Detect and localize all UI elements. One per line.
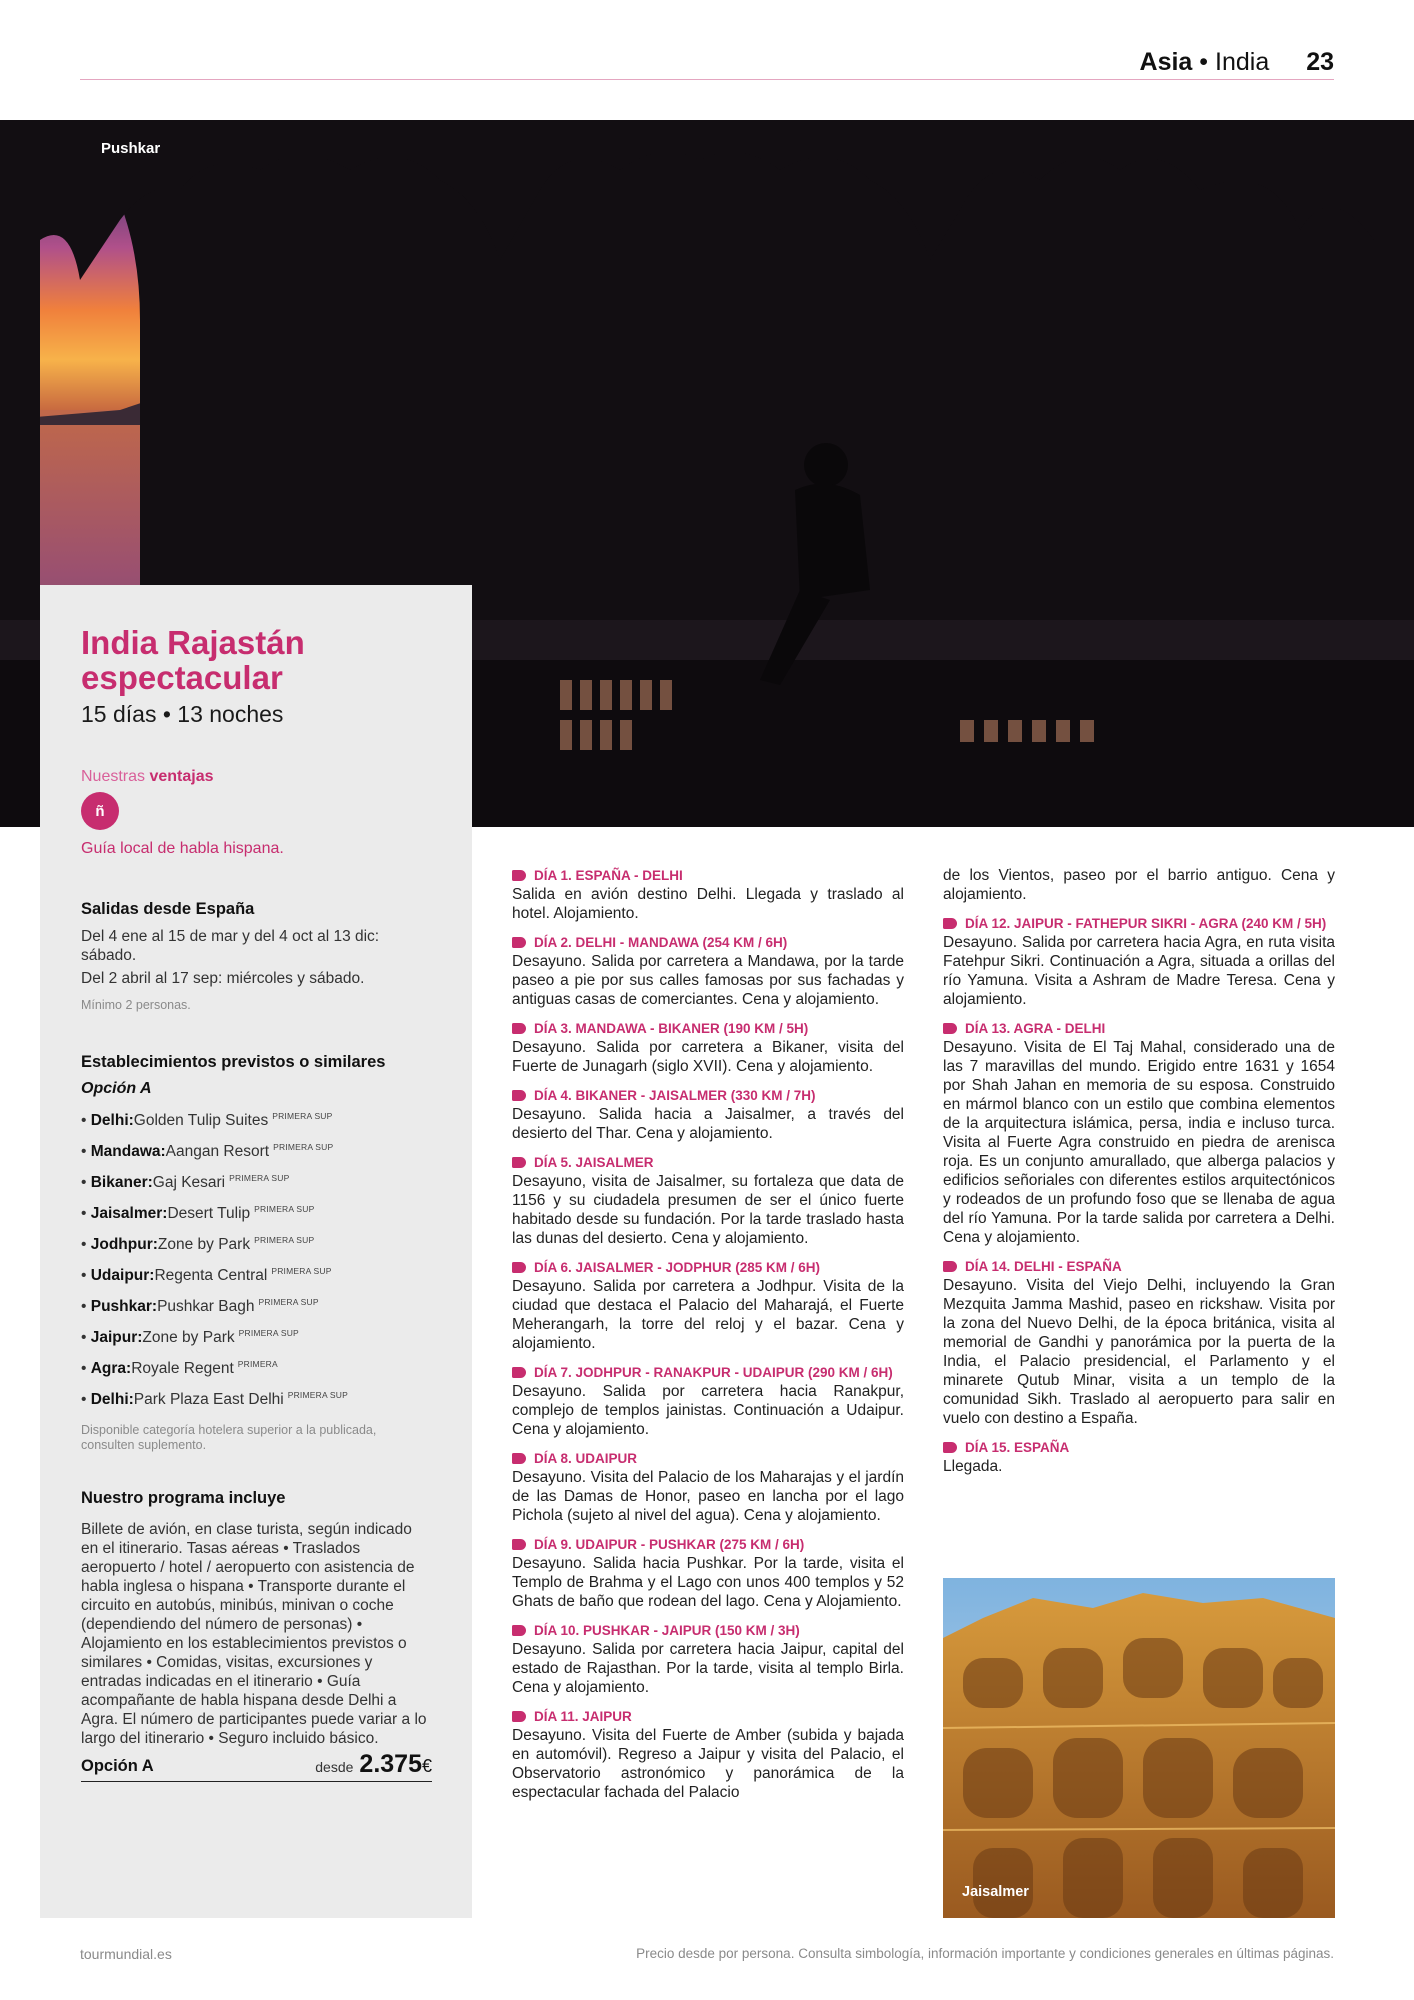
departures-line-2: Del 2 abril al 17 sep: miércoles y sábado.: [81, 970, 365, 987]
hotel-list: [81, 1103, 432, 1413]
hotel-name: Gaj Kesari: [152, 1174, 226, 1191]
hotel-name: Regenta Central: [154, 1267, 268, 1284]
hotel-city: Bikaner:: [90, 1174, 153, 1191]
hotels-section: [81, 1053, 432, 1453]
hotel-category: PRIMERA SUP: [272, 1111, 333, 1121]
itinerary-day: [512, 1258, 904, 1353]
hotel-category: PRIMERA: [237, 1359, 278, 1369]
itinerary-day-text: Salida en avión destino Delhi. Llegada y traslado al hotel. Alojamiento.: [512, 886, 904, 922]
jaisalmer-photo-caption: Jaisalmer: [962, 1884, 1029, 1900]
includes-title: Nuestro programa incluye: [81, 1489, 286, 1507]
hotel-item: • Jodhpur:Zone by Park $^{PRIMERA SUP}$: [81, 1235, 315, 1253]
hotel-name: Desert Tulip: [167, 1205, 251, 1222]
hotel-item: • Jaisalmer:Desert Tulip $^{PRIMERA SUP}$: [81, 1204, 315, 1222]
itinerary-day: [512, 1621, 904, 1697]
itinerary-day-text: Desayuno. Visita del Palacio de los Maharajas y el jardín de las Damas de Honor, paseo en lancha por el lago Pichola (sujeto al nivel del agua). Cena y alojamiento.: [512, 1469, 904, 1524]
departures-line-1: Del 4 ene al 15 de mar y del 4 oct al 13 dic: sábado.: [81, 928, 380, 964]
hotel-city: Jaisalmer:: [90, 1205, 168, 1222]
hotel-category: PRIMERA SUP: [254, 1235, 315, 1245]
price-amount: 2.375: [359, 1750, 422, 1778]
itinerary-day-title: DÍA 10. PUSHKAR - JAIPUR (150 KM / 3H): [512, 1621, 904, 1640]
hotel-item: • Mandawa:Aangan Resort $^{PRIMERA SUP}$: [81, 1142, 334, 1160]
price-value: [315, 1750, 432, 1779]
hotel-name: Golden Tulip Suites: [133, 1112, 269, 1129]
trip-sidebar: [40, 585, 472, 1918]
itinerary-day-title: DÍA 15. ESPAÑA: [943, 1438, 1335, 1457]
hotel-city: Jaipur:: [90, 1329, 143, 1346]
price-row: [81, 1752, 432, 1782]
itinerary-day-text: Desayuno. Salida por carretera hacia Agra, en ruta visita Fatehpur Sikri. Continuación a Agra, situada a orillas del río Yamuna. Visita a Ashram de Madre Teresa. Cena y alojamiento.: [943, 934, 1335, 1008]
hotel-name: Pushkar Bagh: [157, 1298, 255, 1315]
header-separator: •: [1199, 48, 1209, 76]
itinerary-day-title: DÍA 11. JAIPUR: [512, 1707, 904, 1726]
hotel-category: PRIMERA SUP: [254, 1204, 315, 1214]
itinerary-day: [512, 1363, 904, 1439]
itinerary-day: [512, 1449, 904, 1525]
hero-photo-caption: Pushkar: [101, 140, 161, 157]
hotel-city: Udaipur:: [90, 1267, 155, 1284]
itinerary-day-title: DÍA 3. MANDAWA - BIKANER (190 KM / 5H): [512, 1019, 904, 1038]
hotel-name: Aangan Resort: [165, 1143, 270, 1160]
itinerary-day-title: DÍA 5. JAISALMER: [512, 1153, 904, 1172]
hotel-category: PRIMERA SUP: [258, 1297, 319, 1307]
region-label: Asia: [1139, 48, 1193, 76]
itinerary-day-text: Desayuno. Salida por carretera a Jodhpur. Visita de la ciudad que destaca el Palacio del Maharajá, el Fuerte Meherangarh, la torre del reloj y el bazar. Cena y alojamiento.: [512, 1278, 904, 1352]
advantages-label: [81, 768, 432, 786]
hotel-category: PRIMERA SUP: [273, 1142, 334, 1152]
itinerary-day: [512, 933, 904, 1009]
hotel-name: Zone by Park: [142, 1329, 235, 1346]
itinerary-day-text: Desayuno. Visita del Fuerte de Amber (subida y bajada en automóvil). Regreso a Jaipur y visita del Palacio, el Observatorio astronómico y panorámica de la espectacular fachada del Palacio: [512, 1727, 904, 1801]
price-desde: desde: [315, 1759, 354, 1775]
footer-note: Precio desde por persona. Consulta simbología, información importante y condiciones generales en últimas páginas.: [636, 1946, 1334, 1961]
hotel-city: Pushkar:: [90, 1298, 158, 1315]
page-number: 23: [1306, 48, 1334, 76]
advantage-text: Guía local de habla hispana.: [81, 840, 284, 857]
advantages-label-prefix: Nuestras: [81, 768, 146, 785]
itinerary-day: [512, 1707, 904, 1802]
hotel-category: PRIMERA SUP: [229, 1173, 290, 1183]
itinerary-day: [943, 914, 1335, 1009]
hotels-title: Establecimientos previstos o similares: [81, 1053, 386, 1071]
itinerary-day-text: Desayuno. Salida hacia Pushkar. Por la tarde, visita el Templo de Brahma y el Lago con unos 400 templos y 52 Ghats de baño que rodean del lago. Cena y Alojamiento.: [512, 1555, 904, 1610]
country-label: India: [1215, 48, 1270, 76]
includes-section: [81, 1489, 432, 1748]
itinerary-day-title: DÍA 7. JODHPUR - RANAKPUR - UDAIPUR (290 KM / 6H): [512, 1363, 904, 1382]
hotel-category: PRIMERA SUP: [287, 1390, 349, 1400]
itinerary-day-text: Desayuno, visita de Jaisalmer, su fortaleza que data de 1156 y su ciudadela presumen de ser el único fuerte habitado desde su fundación. Por la tarde traslado hasta las dunas del desierto. Cena y alojamiento.: [512, 1173, 904, 1247]
itinerary-day-text: Desayuno. Visita de El Taj Mahal, considerado una de las 7 maravillas del mundo. Erigido entre 1631 y 1654 por Shah Jahan en memoria de su esposa. Construido en mármol blanco con un estilo que combina elementos de la arquitectura islámica, persa, india e incluso turca. Visita al Fuerte Agra construido en piedra de arenisca roja. Es un conjunto amurallado, que alberga palacios y edificios señoriales con diferentes estilos arquitectónicos y rodeados de un profundo foso que se llenaba de agua del río Yamuna. Por la tarde salida por carretera a Delhi. Cena y alojamiento.: [943, 1039, 1335, 1246]
section-heading: [1140, 48, 1334, 77]
trip-duration: 15 días • 13 noches: [81, 701, 284, 727]
itinerary-day: [512, 866, 904, 923]
itinerary-day-title: DÍA 8. UDAIPUR: [512, 1449, 904, 1468]
itinerary-day-text: Desayuno. Salida hacia a Jaisalmer, a través del desierto del Thar. Cena y alojamiento.: [512, 1106, 904, 1142]
itinerary-day-title: DÍA 1. ESPAÑA - DELHI: [512, 866, 904, 885]
itinerary-day-title: DÍA 4. BIKANER - JAISALMER (330 KM / 7H): [512, 1086, 904, 1105]
hotel-item: • Agra:Royale Regent $^{PRIMERA}$: [81, 1359, 278, 1377]
hotel-category: PRIMERA SUP: [238, 1328, 299, 1338]
includes-text: Billete de avión, en clase turista, según indicado en el itinerario. Tasas aéreas • Traslados aeropuerto / hotel / aeropuerto con asistencia de habla inglesa o hispana • Transporte durante el circuito en autobús, minibús, minivan o coche (dependiendo del número de personas) • Alojamiento en los establecimientos previstos o similares • Comidas, visitas, excursiones y entradas indicadas en el itinerario • Guía acompañante de habla hispana desde Delhi a Agra. El número de participantes puede variar a lo largo del itinerario • Seguro incluido básico.: [81, 1521, 427, 1747]
jaisalmer-facade-image: [943, 1578, 1335, 1918]
departures-section: [81, 900, 432, 1013]
hotel-name: Park Plaza East Delhi: [133, 1391, 284, 1408]
itinerary-day-text: Desayuno. Visita del Viejo Delhi, incluyendo la Gran Mezquita Jamma Mashid, paseo en rickshaw. Visita por la zona del Nuevo Delhi, de la época británica, visita al memorial de Gandhi y panorámica por la puerta de la India, el Palacio presidencial, el Parlamento y el minarete Qutub Minar, visita a un templo de la comunidad Sikh. Traslado al aeropuerto para salir en vuelo con destino a España.: [943, 1277, 1335, 1427]
page-header: [80, 44, 1334, 80]
itinerary-day-text: Desayuno. Salida por carretera a Bikaner, visita del Fuerte de Junagarh (siglo XVII). Cena y alojamiento.: [512, 1039, 904, 1075]
itinerary-day-title: DÍA 12. JAIPUR - FATHEPUR SIKRI - AGRA (240 KM / 5H): [943, 914, 1335, 933]
itinerary-day: [512, 1019, 904, 1076]
jaisalmer-photo: [943, 1578, 1335, 1918]
hotels-note: Disponible categoría hotelera superior a la publicada, consulten suplemento.: [81, 1423, 377, 1452]
hotel-item: • Delhi:Golden Tulip Suites $^{PRIMERA SUP}$: [81, 1111, 333, 1129]
hotel-item: • Bikaner:Gaj Kesari $^{PRIMERA SUP}$: [81, 1173, 290, 1191]
itinerary-column-1: [512, 866, 904, 1812]
hotel-item: • Udaipur:Regenta Central $^{PRIMERA SUP}$: [81, 1266, 332, 1284]
price-currency: €: [421, 1756, 432, 1776]
hotel-city: Delhi:: [90, 1391, 134, 1408]
itinerary-day-title: DÍA 14. DELHI - ESPAÑA: [943, 1257, 1335, 1276]
itinerary-continuation: de los Vientos, paseo por el barrio antiguo. Cena y alojamiento.: [943, 867, 1335, 903]
itinerary-day-title: DÍA 13. AGRA - DELHI: [943, 1019, 1335, 1038]
itinerary-day: [943, 1019, 1335, 1247]
price-option-label: Opción A: [81, 1757, 154, 1775]
footer-website[interactable]: tourmundial.es: [80, 1946, 172, 1962]
hotel-city: Mandawa:: [90, 1143, 166, 1160]
trip-title: India Rajastán espectacular: [81, 624, 305, 696]
itinerary-day: [512, 1086, 904, 1143]
itinerary-day: [512, 1535, 904, 1611]
hotel-item: • Jaipur:Zone by Park $^{PRIMERA SUP}$: [81, 1328, 299, 1346]
itinerary-day-text: Desayuno. Salida por carretera hacia Jaipur, capital del estado de Rajasthan. Por la tarde, visita al templo Birla. Cena y alojamiento.: [512, 1641, 904, 1696]
itinerary-day-text: Desayuno. Salida por carretera hacia Ranakpur, complejo de templos jainistas. Continuación a Udaipur. Cena y alojamiento.: [512, 1383, 904, 1438]
itinerary-day-title: DÍA 6. JAISALMER - JODPHUR (285 KM / 6H): [512, 1258, 904, 1277]
itinerary-day-title: DÍA 2. DELHI - MANDAWA (254 KM / 6H): [512, 933, 904, 952]
itinerary-day: [943, 1438, 1335, 1476]
hotel-name: Zone by Park: [157, 1236, 251, 1253]
hotel-item: • Delhi:Park Plaza East Delhi $^{PRIMERA SUP}$: [81, 1390, 349, 1408]
itinerary-day: [943, 1257, 1335, 1428]
hotel-city: Agra:: [90, 1360, 132, 1377]
hotel-city: Jodhpur:: [90, 1236, 158, 1253]
hotel-city: Delhi:: [90, 1112, 134, 1129]
itinerary-day-title: DÍA 9. UDAIPUR - PUSHKAR (275 KM / 6H): [512, 1535, 904, 1554]
itinerary-day-text: Llegada.: [943, 1458, 1003, 1475]
itinerary-day-text: Desayuno. Salida por carretera a Mandawa, por la tarde paseo a pie por sus calles famosas por sus fachadas y antiguas casas de comerciantes. Cena y alojamiento.: [512, 953, 904, 1008]
itinerary-day: [512, 1153, 904, 1248]
spanish-guide-icon: ñ: [81, 792, 119, 830]
hotel-category: PRIMERA SUP: [271, 1266, 332, 1276]
departures-title: Salidas desde España: [81, 900, 255, 918]
departures-note: Mínimo 2 personas.: [81, 998, 191, 1012]
hotel-item: • Pushkar:Pushkar Bagh $^{PRIMERA SUP}$: [81, 1297, 319, 1315]
hotel-name: Royale Regent: [131, 1360, 234, 1377]
itinerary-column-2: [943, 866, 1335, 1486]
hotels-option-label: Opción A: [81, 1080, 152, 1097]
advantages-label-bold: ventajas: [149, 768, 214, 785]
